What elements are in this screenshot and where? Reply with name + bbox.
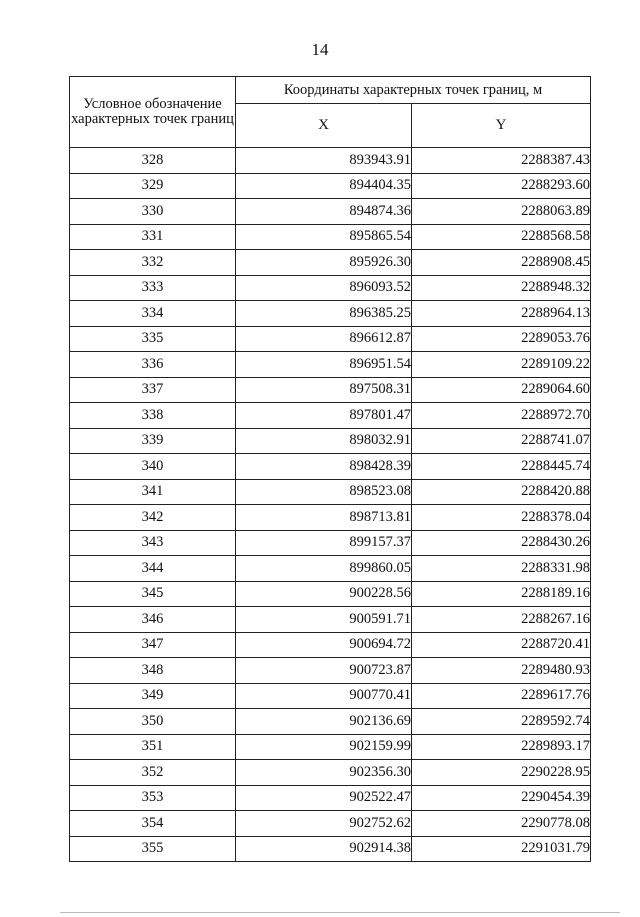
table-row	[70, 352, 591, 378]
table-row	[70, 479, 591, 505]
y-coordinate-cell: 2288420.88	[412, 479, 591, 505]
x-coordinate-cell: 898032.91	[236, 428, 412, 454]
point-number-cell: 331	[70, 224, 236, 250]
point-number-cell: 330	[70, 199, 236, 225]
x-coordinate-cell: 900591.71	[236, 607, 412, 633]
table-row	[70, 581, 591, 607]
x-coordinate-cell: 894404.35	[236, 173, 412, 199]
point-number-cell: 345	[70, 581, 236, 607]
table-row	[70, 428, 591, 454]
table-row	[70, 403, 591, 429]
point-number-cell: 336	[70, 352, 236, 378]
y-coordinate-cell: 2288445.74	[412, 454, 591, 480]
point-number-cell: 334	[70, 301, 236, 327]
x-coordinate-cell: 897801.47	[236, 403, 412, 429]
point-number-cell: 350	[70, 709, 236, 735]
table-row	[70, 173, 591, 199]
y-coordinate-cell: 2289592.74	[412, 709, 591, 735]
point-number-cell: 352	[70, 760, 236, 786]
point-number-cell: 341	[70, 479, 236, 505]
x-coordinate-cell: 900723.87	[236, 658, 412, 684]
y-coordinate-cell: 2288430.26	[412, 530, 591, 556]
x-coordinate-cell: 898713.81	[236, 505, 412, 531]
x-coordinate-cell: 896385.25	[236, 301, 412, 327]
table-row	[70, 836, 591, 862]
x-coordinate-cell: 898428.39	[236, 454, 412, 480]
y-coordinate-cell: 2288267.16	[412, 607, 591, 633]
table-row	[70, 658, 591, 684]
table-row	[70, 454, 591, 480]
table-row	[70, 301, 591, 327]
point-number-cell: 353	[70, 785, 236, 811]
header-coordinates-group: Координаты характерных точек границ, м	[236, 77, 591, 104]
header-point-label: Условное обозначение характерных точек границ	[70, 77, 236, 148]
y-coordinate-cell: 2291031.79	[412, 836, 591, 862]
point-number-cell: 339	[70, 428, 236, 454]
point-number-cell: 338	[70, 403, 236, 429]
header-x: X	[236, 104, 412, 148]
point-number-cell: 351	[70, 734, 236, 760]
page-edge-line	[60, 912, 620, 913]
x-coordinate-cell: 896612.87	[236, 326, 412, 352]
point-number-cell: 354	[70, 811, 236, 837]
point-number-cell: 333	[70, 275, 236, 301]
y-coordinate-cell: 2290454.39	[412, 785, 591, 811]
table-header	[70, 77, 591, 148]
y-coordinate-cell: 2288741.07	[412, 428, 591, 454]
y-coordinate-cell: 2289053.76	[412, 326, 591, 352]
table-row	[70, 607, 591, 633]
point-number-cell: 332	[70, 250, 236, 276]
x-coordinate-cell: 896951.54	[236, 352, 412, 378]
table-row	[70, 250, 591, 276]
y-coordinate-cell: 2289893.17	[412, 734, 591, 760]
y-coordinate-cell: 2288972.70	[412, 403, 591, 429]
table-row	[70, 734, 591, 760]
y-coordinate-cell: 2288948.32	[412, 275, 591, 301]
table-row	[70, 683, 591, 709]
table-row	[70, 556, 591, 582]
point-number-cell: 328	[70, 148, 236, 174]
table-row	[70, 148, 591, 174]
x-coordinate-cell: 896093.52	[236, 275, 412, 301]
x-coordinate-cell: 895865.54	[236, 224, 412, 250]
x-coordinate-cell: 900770.41	[236, 683, 412, 709]
point-number-cell: 342	[70, 505, 236, 531]
table-row	[70, 811, 591, 837]
y-coordinate-cell: 2289480.93	[412, 658, 591, 684]
y-coordinate-cell: 2290778.08	[412, 811, 591, 837]
x-coordinate-cell: 900694.72	[236, 632, 412, 658]
point-number-cell: 343	[70, 530, 236, 556]
x-coordinate-cell: 899860.05	[236, 556, 412, 582]
header-y: Y	[412, 104, 591, 148]
x-coordinate-cell: 902159.99	[236, 734, 412, 760]
x-coordinate-cell: 902752.62	[236, 811, 412, 837]
y-coordinate-cell: 2288293.60	[412, 173, 591, 199]
y-coordinate-cell: 2288378.04	[412, 505, 591, 531]
table-row	[70, 377, 591, 403]
y-coordinate-cell: 2288063.89	[412, 199, 591, 225]
point-number-cell: 340	[70, 454, 236, 480]
coordinates-table	[69, 76, 591, 862]
y-coordinate-cell: 2290228.95	[412, 760, 591, 786]
table-row	[70, 785, 591, 811]
point-number-cell: 335	[70, 326, 236, 352]
point-number-cell: 346	[70, 607, 236, 633]
table-row	[70, 709, 591, 735]
point-number-cell: 347	[70, 632, 236, 658]
table-row	[70, 632, 591, 658]
x-coordinate-cell: 902356.30	[236, 760, 412, 786]
x-coordinate-cell: 899157.37	[236, 530, 412, 556]
x-coordinate-cell: 902522.47	[236, 785, 412, 811]
point-number-cell: 344	[70, 556, 236, 582]
point-number-cell: 348	[70, 658, 236, 684]
table-row	[70, 275, 591, 301]
point-number-cell: 355	[70, 836, 236, 862]
table-row	[70, 199, 591, 225]
point-number-cell: 349	[70, 683, 236, 709]
point-number-cell: 337	[70, 377, 236, 403]
y-coordinate-cell: 2288908.45	[412, 250, 591, 276]
table-row	[70, 530, 591, 556]
x-coordinate-cell: 894874.36	[236, 199, 412, 225]
table-row	[70, 760, 591, 786]
y-coordinate-cell: 2288189.16	[412, 581, 591, 607]
y-coordinate-cell: 2289617.76	[412, 683, 591, 709]
x-coordinate-cell: 898523.08	[236, 479, 412, 505]
table-row	[70, 505, 591, 531]
page-number: 14	[311, 40, 329, 59]
x-coordinate-cell: 893943.91	[236, 148, 412, 174]
x-coordinate-cell: 902914.38	[236, 836, 412, 862]
y-coordinate-cell: 2288387.43	[412, 148, 591, 174]
point-number-cell: 329	[70, 173, 236, 199]
table-row	[70, 326, 591, 352]
table-row	[70, 224, 591, 250]
y-coordinate-cell: 2288331.98	[412, 556, 591, 582]
x-coordinate-cell: 900228.56	[236, 581, 412, 607]
x-coordinate-cell: 897508.31	[236, 377, 412, 403]
x-coordinate-cell: 895926.30	[236, 250, 412, 276]
table-body	[70, 148, 591, 862]
x-coordinate-cell: 902136.69	[236, 709, 412, 735]
y-coordinate-cell: 2289064.60	[412, 377, 591, 403]
y-coordinate-cell: 2288964.13	[412, 301, 591, 327]
y-coordinate-cell: 2288568.58	[412, 224, 591, 250]
y-coordinate-cell: 2289109.22	[412, 352, 591, 378]
y-coordinate-cell: 2288720.41	[412, 632, 591, 658]
